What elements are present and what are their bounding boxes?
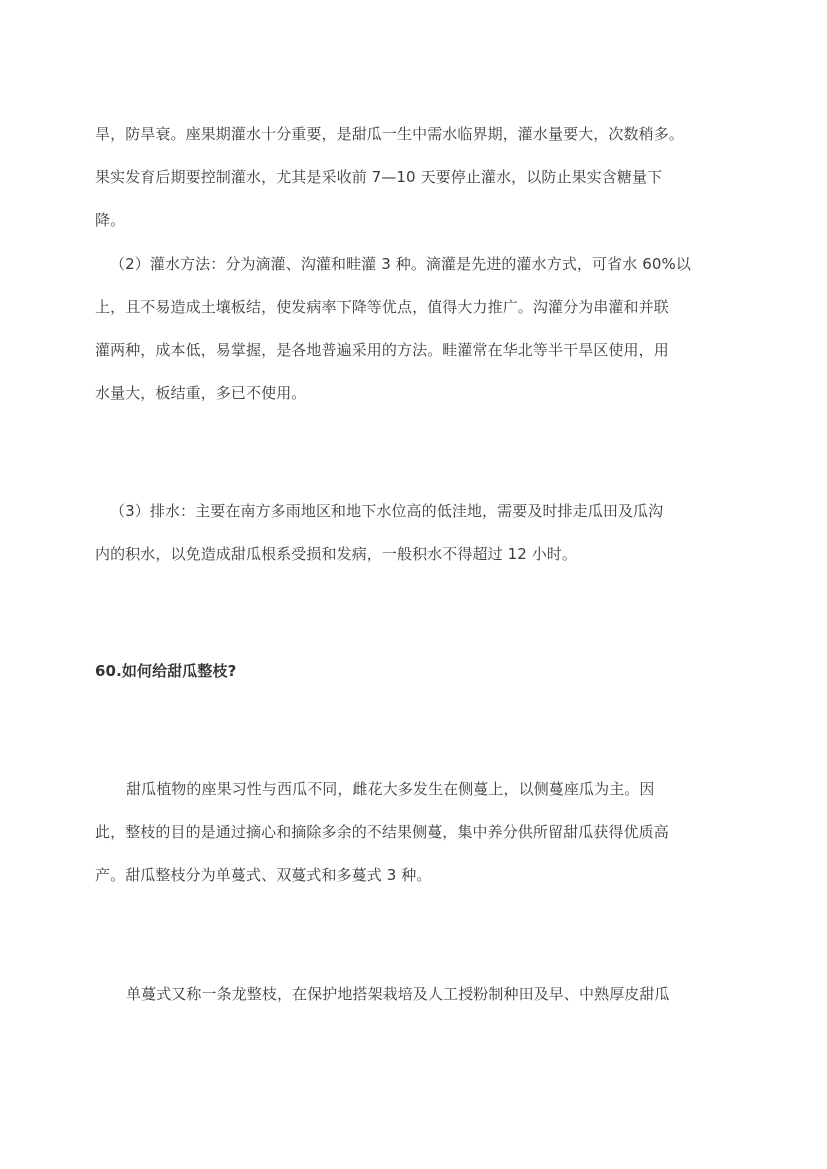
paragraph-line: 果实发育后期要控制灌水，尤其是采收前 7—10 天要停止灌水，以防止果实含糖量下 <box>95 168 663 186</box>
paragraph-line: （3）排水：主要在南方多雨地区和地下水位高的低洼地，需要及时排走瓜田及瓜沟 <box>110 502 664 520</box>
paragraph-line: 产。甜瓜整枝分为单蔓式、双蔓式和多蔓式 3 种。 <box>95 866 432 884</box>
paragraph-line: 灌两种，成本低，易掌握，是各地普遍采用的方法。畦灌常在华北等半干旱区使用，用 <box>95 341 669 359</box>
paragraph-line: 内的积水，以免造成甜瓜根系受损和发病，一般积水不得超过 12 小时。 <box>95 545 578 563</box>
paragraph-line: 甜瓜植物的座果习性与西瓜不同，雌花大多发生在侧蔓上，以侧蔓座瓜为主。因 <box>126 780 655 798</box>
paragraph-line: 旱，防旱衰。座果期灌水十分重要，是甜瓜一生中需水临界期，灌水量要大，次数稍多。 <box>95 125 684 143</box>
paragraph-line: （2）灌水方法：分为滴灌、沟灌和畦灌 3 种。滴灌是先进的灌水方式，可省水 60%以 <box>110 255 691 273</box>
paragraph-line: 水量大，板结重，多已不使用。 <box>95 384 307 402</box>
paragraph-line: 降。 <box>95 211 126 229</box>
paragraph-line: 单蔓式又称一条龙整枝，在保护地搭架栽培及人工授粉制种田及早、中熟厚皮甜瓜 <box>126 985 670 1003</box>
paragraph-line: 此，整枝的目的是通过摘心和摘除多余的不结果侧蔓，集中养分供所留甜瓜获得优质高 <box>95 823 669 841</box>
section-heading: 60.如何给甜瓜整枝? <box>95 662 237 680</box>
paragraph-line: 上，且不易造成土壤板结，使发病率下降等优点，值得大力推广。沟灌分为串灌和并联 <box>95 298 669 316</box>
